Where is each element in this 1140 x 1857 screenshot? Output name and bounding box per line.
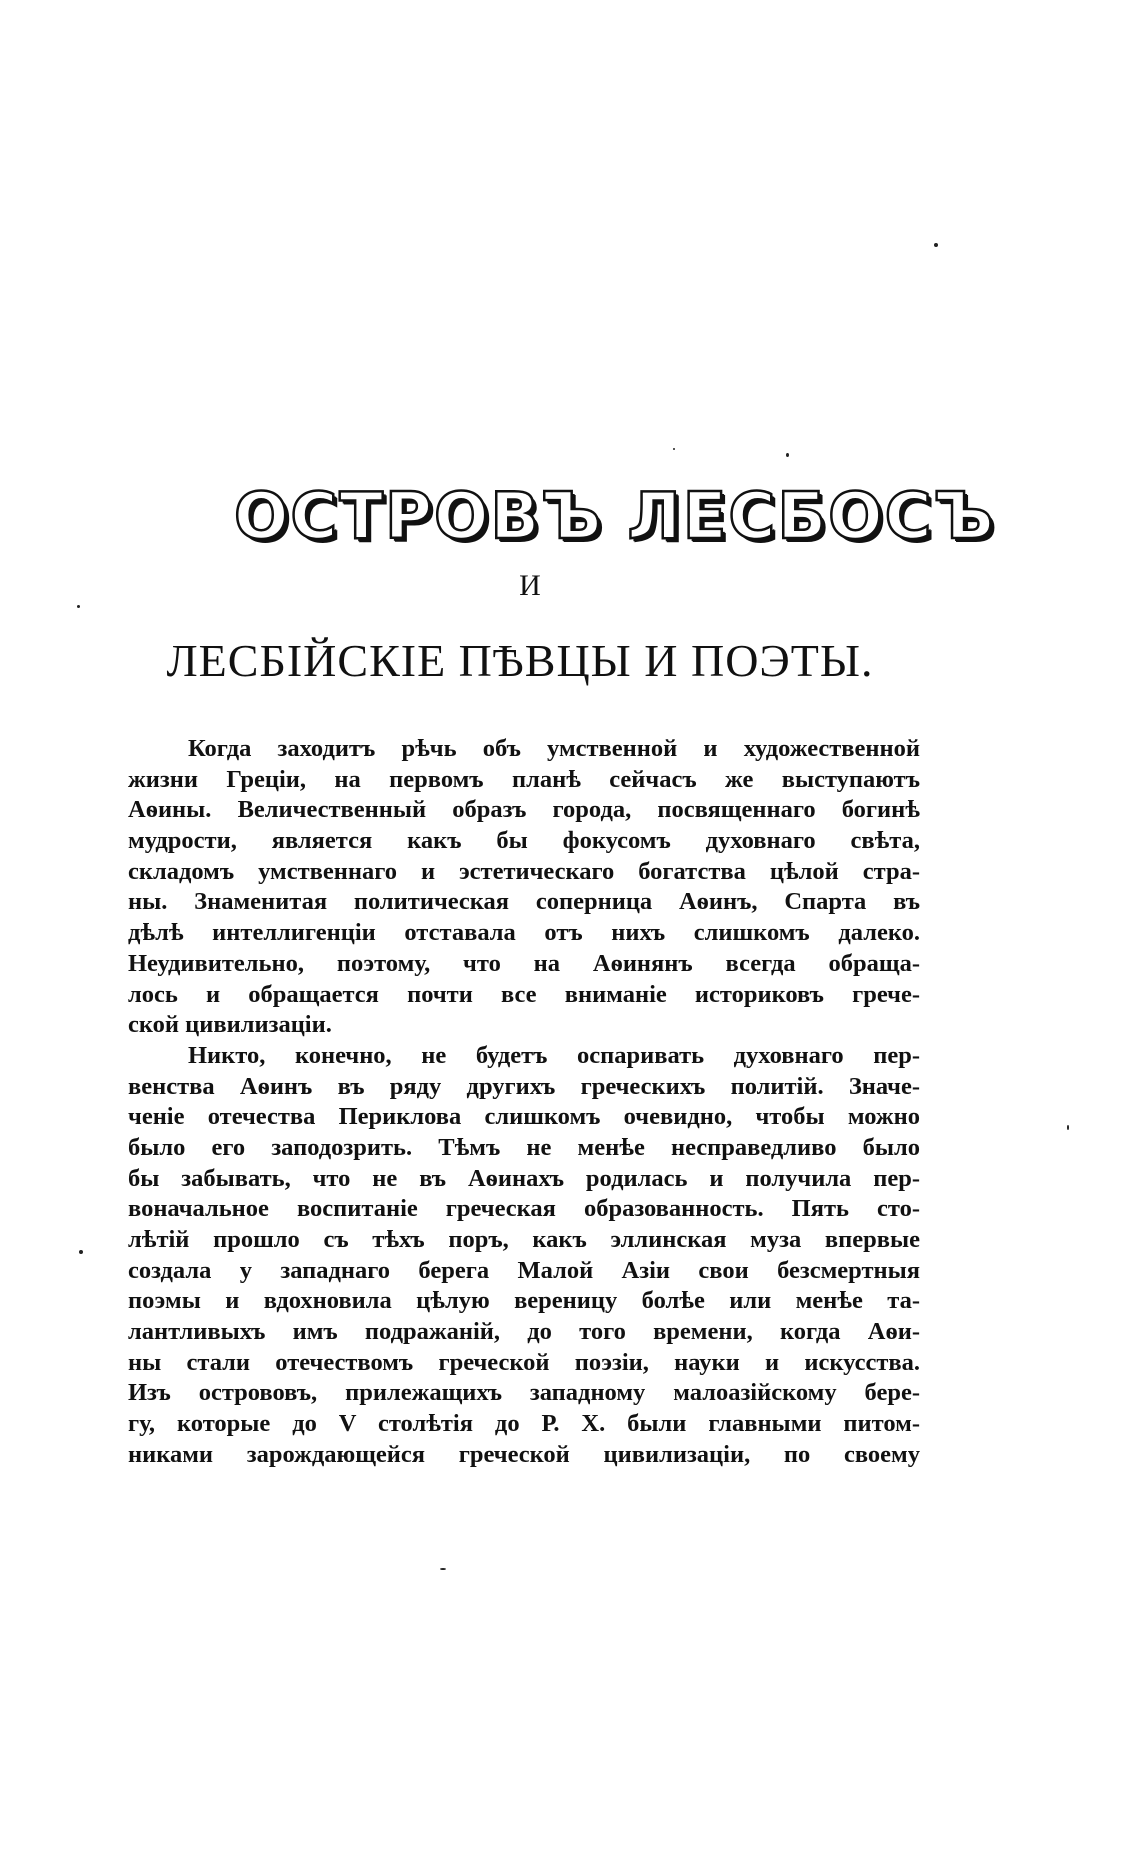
text-line: Никто, конечно, не будетъ оспаривать духовнаго пер- — [188, 1041, 920, 1069]
paragraph-1 — [128, 734, 920, 1041]
text-line: ченіе отечества Периклова слишкомъ очевидно, чтобы можно — [128, 1103, 920, 1131]
text-line: Неудивительно, поэтому, что на Аѳинянъ всегда обраща- — [128, 949, 920, 977]
text-line: было его заподозрить. Тѣмъ не менѣе несправедливо было — [128, 1133, 920, 1161]
text-line: ской цивилизаціи. — [128, 1011, 332, 1039]
text-line: Когда заходитъ рѣчь объ умственной и художественной — [188, 735, 920, 762]
scan-speck — [673, 448, 675, 450]
scan-speck — [786, 453, 789, 457]
body-text — [128, 734, 920, 1471]
text-line: дѣлѣ интеллигенціи отставала отъ нихъ слишкомъ далеко. — [128, 919, 920, 947]
text-line: ны стали отечествомъ греческой поэзіи, науки и искусства. — [128, 1348, 920, 1376]
text-line: лось и обращается почти все вниманіе историковъ грече- — [128, 980, 920, 1008]
scan-speck — [79, 1250, 83, 1254]
text-line: мудрости, является какъ бы фокусомъ духовнаго свѣта, — [128, 827, 920, 855]
scan-speck — [1067, 1125, 1069, 1130]
text-line: гу, которые до V столѣтія до Р. Х. были главными питом- — [128, 1410, 920, 1438]
page-title: ОСТРОВЪ ЛЕСБОСЪ — [234, 480, 996, 554]
title-conjunction: И — [519, 569, 541, 602]
text-line: жизни Греціи, на первомъ планѣ сейчасъ же выступаютъ — [128, 765, 920, 793]
text-line: никами зарождающейся греческой цивилизаціи, по своему — [128, 1440, 920, 1468]
text-line: создала у западнаго берега Малой Азіи свои безсмертныя — [128, 1256, 920, 1284]
page-subtitle: ЛЕСБІЙСКІЕ ПѢВЦЫ И ПОЭТЫ. — [166, 635, 874, 686]
text-line: Аѳины. Величественный образъ города, посвященнаго богинѣ — [128, 796, 920, 824]
text-line: лѣтій прошло съ тѣхъ поръ, какъ эллинская муза впервые — [128, 1226, 920, 1253]
text-line: лантливыхъ имъ подражаній, до того времени, когда Аѳи- — [128, 1318, 920, 1346]
text-line: ны. Знаменитая политическая соперница Аѳинъ, Спарта въ — [128, 888, 920, 916]
text-line: складомъ умственнаго и эстетическаго богатства цѣлой стра- — [128, 857, 920, 885]
text-line: венства Аѳинъ въ ряду другихъ греческихъ политій. Значе- — [128, 1072, 920, 1100]
text-line: поэмы и вдохновила цѣлую вереницу болѣе или менѣе та- — [128, 1287, 920, 1315]
scan-speck — [440, 1568, 446, 1570]
scan-speck — [934, 243, 938, 247]
paragraph-2 — [128, 1041, 920, 1471]
scan-speck — [77, 605, 80, 608]
text-line: бы забывать, что не въ Аѳинахъ родилась и получила пер- — [128, 1164, 920, 1192]
text-line: воначальное воспитаніе греческая образованность. Пять сто- — [128, 1195, 920, 1223]
text-line: Изъ острововъ, прилежащихъ западному малоазійскому бере- — [128, 1379, 920, 1407]
